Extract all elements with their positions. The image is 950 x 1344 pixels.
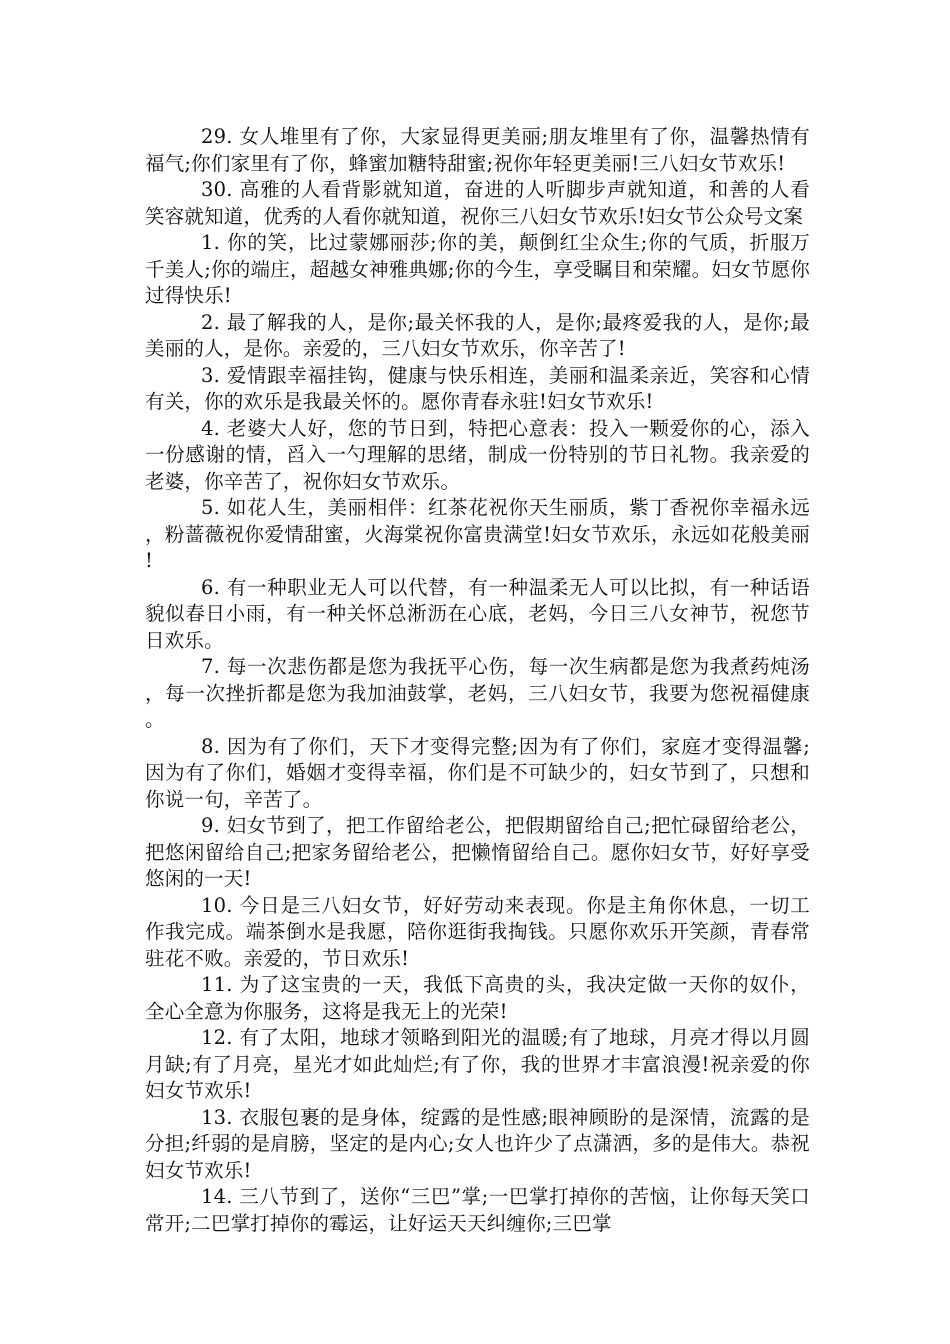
paragraph-4: 4. 老婆大人好，您的节日到，特把心意表：投入一颗爱你的心，添入一份感谢的情，舀入一勺理解的思绪，制成一份特别的节日礼物。我亲爱的老婆，你辛苦了，祝你妇女节欢乐。 bbox=[145, 416, 810, 493]
paragraph-29: 29. 女人堆里有了你，大家显得更美丽;朋友堆里有了你，温馨热情有福气;你们家里有了你，蜂蜜加糖特甜蜜;祝你年轻更美丽!三八妇女节欢乐! bbox=[145, 125, 810, 175]
paragraph-1: 1. 你的笑，比过蒙娜丽莎;你的美，颠倒红尘众生;你的气质，折服万千美人;你的端庄，超越女神雅典娜;你的今生，享受瞩目和荣耀。妇女节愿你过得快乐! bbox=[145, 231, 810, 307]
paragraph-5: 5. 如花人生，美丽相伴：红茶花祝你天生丽质，紫丁香祝你幸福永远，粉蔷薇祝你爱情甜蜜，火海棠祝你富贵满堂!妇女节欢乐，永远如花般美丽! bbox=[145, 496, 810, 572]
paragraph-14: 14. 三八节到了，送你“三巴”掌;一巴掌打掉你的苦恼，让你每天笑口常开;二巴掌打掉你的霉运，让好运天天纠缠你;三巴掌 bbox=[145, 1185, 810, 1235]
paragraph-9: 9. 妇女节到了，把工作留给老公，把假期留给自己;把忙碌留给老公，把悠闲留给自己;把家务留给老公，把懒惰留给自己。愿你妇女节，好好享受悠闲的一天! bbox=[145, 814, 810, 890]
paragraph-13: 13. 衣服包裹的是身体，绽露的是性感;眼神顾盼的是深情，流露的是分担;纤弱的是肩膀，坚定的是内心;女人也许少了点潇洒，多的是伟大。恭祝妇女节欢乐! bbox=[145, 1105, 810, 1182]
paragraph-3: 3. 爱情跟幸福挂钩，健康与快乐相连，美丽和温柔亲近，笑容和心情有关，你的欢乐是我最关怀的。愿你青春永驻!妇女节欢乐! bbox=[145, 363, 810, 413]
paragraph-2: 2. 最了解我的人，是你;最关怀我的人，是你;最疼爱我的人，是你;最美丽的人，是你。亲爱的，三八妇女节欢乐，你辛苦了! bbox=[145, 310, 810, 360]
paragraph-30: 30. 高雅的人看背影就知道，奋进的人听脚步声就知道，和善的人看笑容就知道，优秀的人看你就知道，祝你三八妇女节欢乐!妇女节公众号文案 bbox=[145, 178, 810, 228]
paragraph-11: 11. 为了这宝贵的一天，我低下高贵的头，我决定做一天你的奴仆，全心全意为你服务，这将是我无上的光荣! bbox=[145, 973, 810, 1023]
paragraph-6: 6. 有一种职业无人可以代替，有一种温柔无人可以比拟，有一种话语貌似春日小雨，有一种关怀总淅沥在心底，老妈，今日三八女神节，祝您节日欢乐。 bbox=[145, 575, 810, 652]
paragraph-8: 8. 因为有了你们，天下才变得完整;因为有了你们，家庭才变得温馨;因为有了你们，婚姻才变得幸福，你们是不可缺少的，妇女节到了，只想和你说一句，辛苦了。 bbox=[145, 734, 810, 811]
paragraph-12: 12. 有了太阳，地球才领略到阳光的温暖;有了地球，月亮才得以月圆月缺;有了月亮，星光才如此灿烂;有了你，我的世界才丰富浪漫!祝亲爱的你妇女节欢乐! bbox=[145, 1026, 810, 1102]
paragraph-10: 10. 今日是三八妇女节，好好劳动来表现。你是主角你休息，一切工作我完成。端茶倒水是我愿，陪你逛街我掏钱。只愿你欢乐开笑颜，青春常驻花不败。亲爱的，节日欢乐! bbox=[145, 893, 810, 970]
paragraph-7: 7. 每一次悲伤都是您为我抚平心伤，每一次生病都是您为我煮药炖汤，每一次挫折都是您为我加油鼓掌，老妈，三八妇女节，我要为您祝福健康。 bbox=[145, 655, 810, 731]
document-body bbox=[145, 124, 810, 1237]
